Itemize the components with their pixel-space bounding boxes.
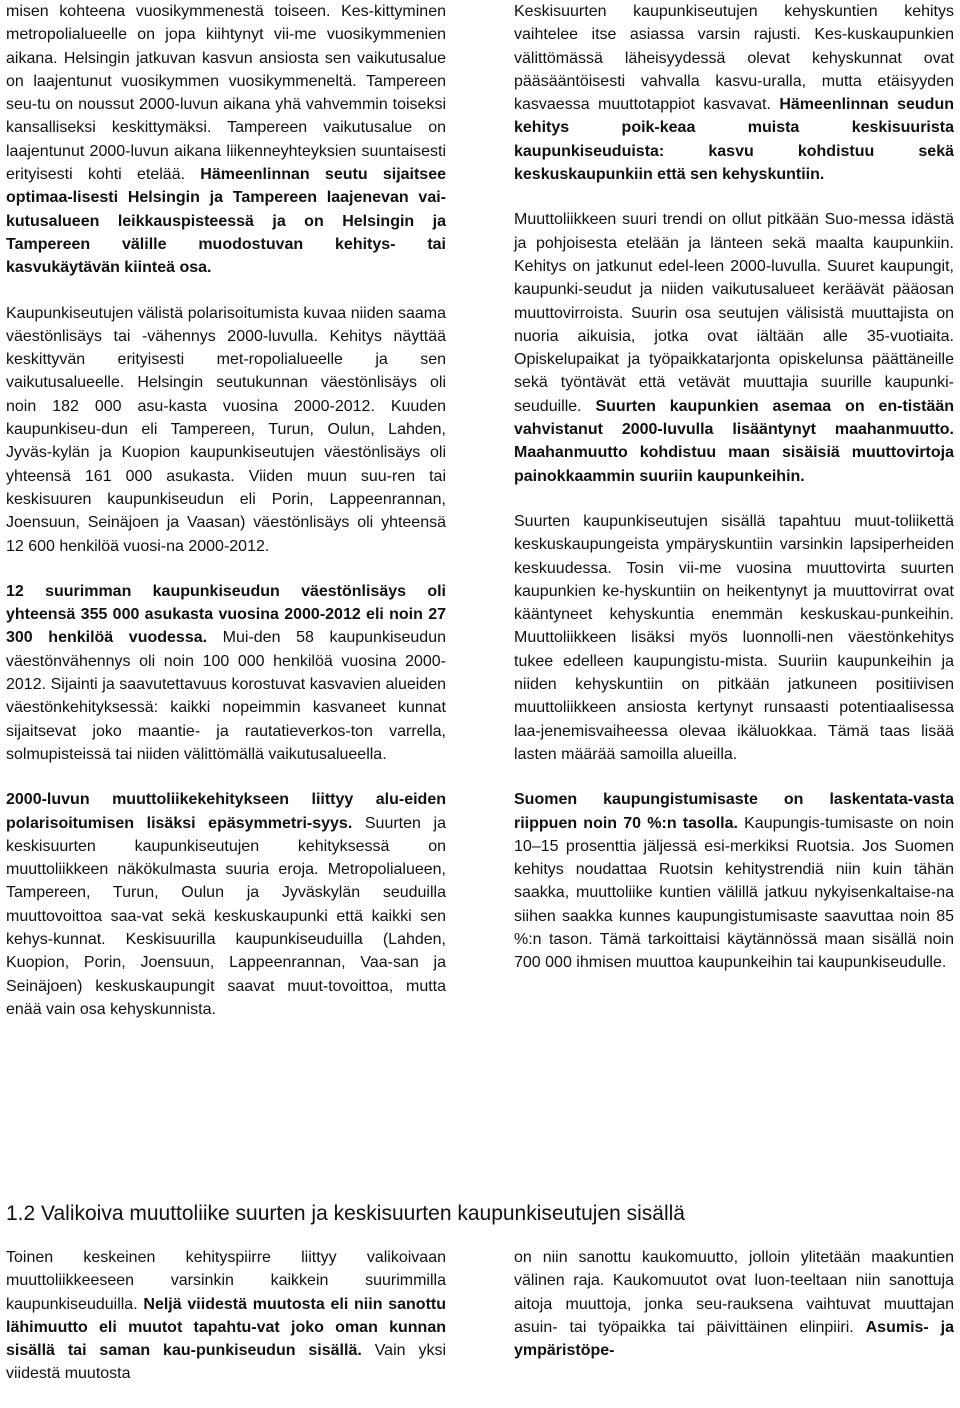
paragraph xyxy=(6,788,446,1021)
paragraph xyxy=(514,0,954,186)
bold-text: 12 suurimman kaupunkiseudun väestönlisäys oli yhteensä 355 000 asukasta vuosina 2000-2012 eli noin 27 300 henkilöä vuodessa. xyxy=(6,582,446,647)
text-run: Mui-den 58 kaupunkiseudun väestönvähennys oli noin 100 000 henkilöä vuosina 2000-2012. Sijainti ja saavutettavuus korostuvat kasvavien alueiden väestönkehityksessä: kaikki nopeimmin kasvaneet kunnat sijaitsevat joko maantie- ja rautatieverkos-ton varrella, solmupisteissä tai niiden välittömällä vaikutusalueella. xyxy=(6,629,446,763)
text-run: Vain yksi viidestä muutosta xyxy=(6,1342,446,1383)
bold-text: Suurten kaupunkien asemaa on en-tistään vahvistanut 2000-luvulla lisääntynyt maahanmuutto. Maahanmuutto kohdistuu maan sisäisiä muuttovirtoja painokkaammin suuriin kaupunkeihin. xyxy=(514,397,955,485)
paragraph xyxy=(514,788,954,974)
bold-text: Asumis- ja ympäristöpe- xyxy=(514,1318,955,1360)
upper-left-column xyxy=(6,0,446,1043)
paragraph xyxy=(6,1246,446,1386)
paragraph xyxy=(6,302,446,558)
text-run: Muuttoliikkeen suuri trendi on ollut pitkään Suo-messa idästä ja pohjoisesta etelään ja länteen sekä maalta kaupunkiin. Kehitys on jatkunut edel-leen 2000-luvulla. Suuret kaupungit, kaupunki-seudut ja niiden vaikutusalueet keräävät pääosan muuttovirroista. Suurin osa seutujen välisistä muuttajista on nuoria aikuisia, jotka ovat iältään alle 35-vuotiaita. Opiskelupaikat ja työpaikkatarjonta opiskelunsa päättäneille sekä työntävät että vetävät muuttajia suurille kaupunki-seuduille. xyxy=(514,211,954,415)
paragraph xyxy=(514,510,954,766)
bold-text: Neljä viidestä muutosta eli niin sanottu lähimuutto eli muutot tapahtu-vat joko oman kunnan sisällä tai saman kau-punkiseudun sisällä. xyxy=(6,1295,446,1360)
bold-text: 2000-luvun muuttoliikekehitykseen liittyy alu-eiden polarisoitumisen lisäksi epäsymmetri-syys. xyxy=(6,791,446,832)
bold-text: Hämeenlinnan seutu sijaitsee optimaa-lisesti Helsingin ja Tampereen laajenevan vai-kutusalueen leikkauspisteessä ja on Helsingin ja Tampereen välille muodostuvan kehitys- tai kasvukäytävän kiinteä osa. xyxy=(6,166,446,277)
paragraph xyxy=(514,1246,954,1362)
lower-left-column xyxy=(6,1246,446,1408)
text-run: Suurten kaupunkiseutujen sisällä tapahtuu muut-toliikettä keskuskaupungeista ympäryskuntiin varsinkin lapsiperheiden keskuudessa. Tosin vii-me vuosina muuttovirta suurten kaupunkien ke-hyskuntiin on heikentynyt ja muuttovirrat ovat kääntyneet kehyskuntia enemmän keskuskau-punkeihin. Muuttoliikkeen lisäksi myös luonnolli-nen väestönkehitys tukee edelleen kaupungistu-mista. Suuriin kaupunkeihin ja niiden kehyskuntiin on pitkään jatkuneen positiivisen muuttoliikkeen ansiosta kertynyt runsaasti potentiaalisessa laa-jenemisvaiheessa olevaa ikäluokkaa. Tämä taas lisää lasten määrää samoilla alueilla. xyxy=(514,512,954,763)
text-run: on niin sanottu kaukomuutto, jolloin ylitetään maakuntien välinen raja. Kaukomuutot ovat luon-teeltaan niin sanottuja aitoja muuttoja, jonka seu-rauksena vaihtuvat muuttajan asuin- tai työpaikka tai päivittäinen elinpiiri. xyxy=(514,1249,954,1336)
text-run: misen kohteena vuosikymmenestä toiseen. Kes-kittyminen metropolialueelle on jopa kiihtynyt vii-me vuosikymmenien aikana. Helsingin jatkuvan kasvun ansiosta sen vaikutusalue on laajentunut vuosikymmen vuosikymmeneltä. Tampereen seu-tu on noussut 2000-luvun aikana yhä vahvemmin toiseksi kansalliseksi keskittymäksi. Tampereen vaikutusalue on laajentunut 2000-luvun aikana liikenneyhteyksien suuntaisesti erityisesti kohti etelää. xyxy=(6,3,446,184)
section-heading: 1.2 Valikoiva muuttoliike suurten ja keskisuurten kaupunkiseutujen sisällä xyxy=(6,1202,685,1225)
paragraph xyxy=(6,0,446,280)
text-run: Kaupungis-tumisaste on noin 10–15 prosenttia jäljessä esi-merkiksi Ruotsia. Jos Suomen kehitys noudattaa Ruotsin kehitystrendiä niin kuin tähän saakka, muuttoliike kuntien välillä jatkuu nykyisenkaltaise-na siihen saakka kunnes kaupungistumisaste saavuttaa noin 85 %:n tason. Tämä tarkoittaisi käytännössä maan sisällä noin 700 000 ihmisen muuttoa kaupunkeihin tai kaupunkiseudulle. xyxy=(514,814,954,972)
upper-right-column xyxy=(514,0,954,997)
lower-right-column xyxy=(514,1246,954,1384)
text-run: Toinen keskeinen kehityspiirre liittyy valikoivaan muuttoliikkeeseen varsinkin kaikkein suurimmilla kaupunkiseuduilla. xyxy=(6,1249,446,1313)
bold-text: Hämeenlinnan seudun kehitys poik-keaa muista keskisuurista kaupunkiseuduista: kasvu kohdistuu sekä keskuskaupunkiin että sen kehyskuntiin. xyxy=(514,96,954,184)
paragraph xyxy=(514,208,954,488)
paragraph xyxy=(6,580,446,766)
text-run: Kaupunkiseutujen välistä polarisoitumista kuvaa niiden saama väestönlisäys tai -vähennys 2000-luvulla. Kehitys näyttää keskittyvän erityisesti met-ropolialueelle ja sen vaikutusalueelle. Helsingin seutukunnan väestönlisäys oli noin 182 000 asu-kasta vuosina 2000-2012. Kuuden kaupunkiseu-dun eli Tampereen, Turun, Oulun, Lahden, Jyväs-kylän ja Kuopion kaupunkiseutujen väestönlisäys oli yhteensä 161 000 asukasta. Viiden muun suu-ren tai keskisuuren kaupunkiseudun eli Porin, Lappeenrannan, Joensuun, Seinäjoen ja Vaasan) väestönlisäys oli yhteensä 12 600 henkilöä vuosi-na 2000-2012. xyxy=(6,304,446,555)
text-run: Keskisuurten kaupunkiseutujen kehyskuntien kehitys vaihtelee itse asiassa varsin rajusti. Kes-kuskaupunkien välittömässä läheisyydessä olevat kehyskunnat ovat pääsääntöisesti vahvalla kasvu-uralla, mutta etäisyyden kasvaessa muuttotappiot kasvavat. xyxy=(514,3,954,114)
bold-text: Suomen kaupungistumisaste on laskentata-vasta riippuen noin 70 %:n tasolla. xyxy=(514,791,954,832)
text-run: Suurten ja keskisuurten kaupunkiseutujen kehityksessä on muuttoliikkeen näkökulmasta suuria eroja. Metropolialueen, Tampereen, Turun, Oulun ja Jyväskylän seuduilla muuttovoittoa saa-vat sekä keskuskaupunki että kaikki sen kehys-kunnat. Keskisuurilla kaupunkiseuduilla (Lahden, Kuopion, Porin, Joensuun, Lappeenrannan, Vaa-san ja Seinäjoen) keskuskaupungit saavat muut-tovoittoa, mutta enää vain osa kehyskunnista. xyxy=(6,814,446,1018)
